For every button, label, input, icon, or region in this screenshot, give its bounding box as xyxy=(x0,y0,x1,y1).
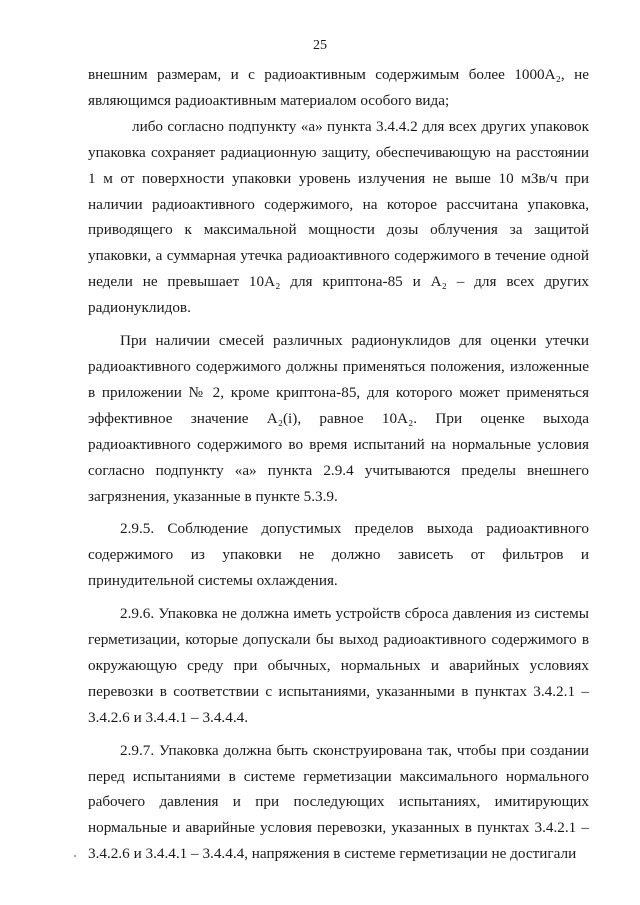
paragraph-2-9-7: 2.9.7. Упаковка должна быть сконструирована так, чтобы при создании перед испытаниями в системе герметизации максимального нормального рабочего давления и при последующих испытаниях, имитирующих нормальные и аварийные условия перевозки, указанных в пунктах 3.4.2.1 – 3.4.2.6 и 3.4.4.1 – 3.4.4.4, напряжения в системе герметизации не достигали xyxy=(88,741,589,863)
paragraph-2-9-6: 2.9.6. Упаковка не должна иметь устройств сброса давления из системы герметизации, которые допускали бы выход радиоактивного содержимого в окружающую среду при обычных, нормальных и аварийных условиях перевозки в соответствии с испытаниями, указанными в пунктах 3.4.2.1 – 3.4.2.6 и 3.4.4.1 – 3.4.4.4. xyxy=(88,605,589,726)
paragraph-mixtures: При наличии смесей различных радионуклидов для оценки утечки радиоактивного содержимого должны применяться положения, изложенные в приложении № 2, кроме криптона-85, для которого может применяться эффективное значение A₂(i), равное 10A₂. При оценке выхода радиоактивного содержимого во время испытаний на нормальные условия согласно подпункту «а» пункта 2.9.4 учитываются пределы внешнего загрязнения, указанные в пункте 5.3.9. xyxy=(88,332,589,505)
paragraph-2-9-5: 2.9.5. Соблюдение допустимых пределов выхода радиоактивного содержимого из упаковки не должно зависеть от фильтров и принудительной системы охлаждения. xyxy=(88,520,589,590)
scan-speck xyxy=(74,855,76,857)
body-text xyxy=(88,62,589,867)
paragraph-continuation: внешним размерам, и с радиоактивным содержимым более 1000A₂, не являющимся радиоактивным материалом особого вида; xyxy=(88,66,589,109)
paragraph-protection-clause: либо согласно подпункту «а» пункта 3.4.4.2 для всех других упаковок упаковка сохраняет радиационную защиту, обеспечивающую на расстоянии 1 м от поверхности упаковки уровень излучения не выше 10 мЗв/ч при наличии радиоактивного содержимого, на которое рассчитана упаковка, приводящего к максимальной мощности дозы облучения за защитой упаковки, а суммарная утечка радиоактивного содержимого в течение одной недели не превышает 10A₂ для криптона-85 и A₂ – для всех других радионуклидов. xyxy=(88,117,589,317)
page-number: 25 xyxy=(313,38,327,53)
